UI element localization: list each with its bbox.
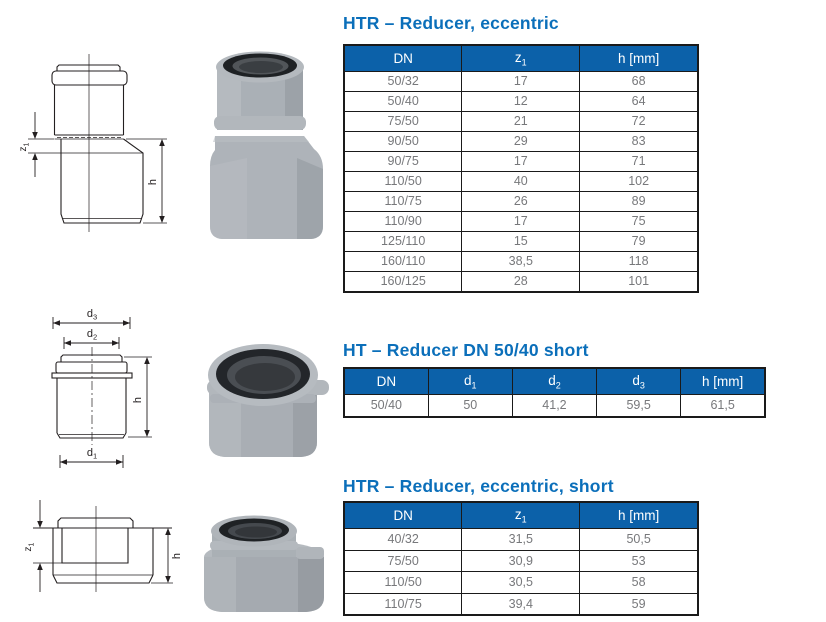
col-header-d3: $d_3$ (597, 368, 681, 395)
table-cell: 53 (580, 550, 698, 572)
table-cell: 59,5 (597, 395, 681, 418)
table-row (344, 550, 698, 572)
table-cell: 110/50 (344, 572, 462, 594)
table-row (344, 92, 698, 112)
table-header-row (344, 502, 698, 529)
col-header-d2: $d_2$ (512, 368, 596, 395)
col-header-h: h [mm] (681, 368, 765, 395)
table-cell: 21 (462, 112, 580, 132)
section-title-ht-short: HT – Reducer DN 50/40 short (343, 340, 589, 360)
table-row (344, 132, 698, 152)
table-htr-eccentric-short (343, 501, 699, 616)
dim-label-d3: $d_3$ (86, 308, 98, 322)
table-cell: 50,5 (580, 529, 698, 551)
table-row (344, 152, 698, 172)
table-ht-reducer-short (343, 367, 766, 418)
table-cell: 59 (580, 593, 698, 615)
table-row (344, 192, 698, 212)
technical-drawing-reducer-eccentric-short (10, 494, 192, 619)
dim-label-z1: $z_1$ (23, 542, 36, 552)
product-photo-reducer-eccentric-short (196, 491, 333, 621)
table-header-row (344, 45, 698, 72)
table-cell: 29 (462, 132, 580, 152)
table-row (344, 572, 698, 594)
dim-label-h: h (147, 178, 159, 186)
table-cell: 31,5 (462, 529, 580, 551)
table-cell: 110/50 (344, 172, 462, 192)
technical-drawing-reducer-eccentric (10, 50, 185, 235)
table-cell: 50 (428, 395, 512, 418)
table-cell: 160/125 (344, 272, 462, 293)
table-cell: 15 (462, 232, 580, 252)
table-cell: 58 (580, 572, 698, 594)
table-cell: 102 (580, 172, 698, 192)
col-header-z1: $z_1$ (462, 502, 580, 529)
table-cell: 39,4 (462, 593, 580, 615)
table-cell: 12 (462, 92, 580, 112)
table-cell: 38,5 (462, 252, 580, 272)
table-row (344, 212, 698, 232)
table-cell: 17 (462, 72, 580, 92)
table-cell: 72 (580, 112, 698, 132)
col-header-dn: DN (344, 45, 462, 72)
table-cell: 75/50 (344, 550, 462, 572)
dim-label-h: h (132, 396, 144, 404)
table-cell: 101 (580, 272, 698, 293)
col-header-z1: $z_1$ (462, 45, 580, 72)
table-cell: 118 (580, 252, 698, 272)
table-cell: 89 (580, 192, 698, 212)
table-cell: 41,2 (512, 395, 596, 418)
dim-label-d1: $d_1$ (86, 447, 98, 461)
table-cell: 71 (580, 152, 698, 172)
dim-label-z1: $z_1$ (18, 142, 31, 152)
table-row (344, 529, 698, 551)
table-cell: 26 (462, 192, 580, 212)
table-cell: 90/75 (344, 152, 462, 172)
table-row (344, 172, 698, 192)
table-row (344, 395, 765, 418)
table-row (344, 232, 698, 252)
table-cell: 125/110 (344, 232, 462, 252)
table-cell: 68 (580, 72, 698, 92)
product-photo-reducer-eccentric (197, 38, 337, 245)
table-cell: 160/110 (344, 252, 462, 272)
table-cell: 64 (580, 92, 698, 112)
table-cell: 50/40 (344, 395, 428, 418)
table-cell: 50/40 (344, 92, 462, 112)
table-row (344, 593, 698, 615)
col-header-h: h [mm] (580, 502, 698, 529)
table-row (344, 112, 698, 132)
table-cell: 83 (580, 132, 698, 152)
col-header-h: h [mm] (580, 45, 698, 72)
table-cell: 110/75 (344, 192, 462, 212)
table-cell: 110/90 (344, 212, 462, 232)
table-cell: 17 (462, 212, 580, 232)
table-cell: 75 (580, 212, 698, 232)
dim-label-d2: $d_2$ (86, 328, 98, 342)
table-cell: 30,9 (462, 550, 580, 572)
table-cell: 61,5 (681, 395, 765, 418)
dim-label-h: h (171, 552, 183, 560)
col-header-dn: DN (344, 368, 428, 395)
table-row (344, 252, 698, 272)
section-title-htr-eccentric: HTR – Reducer, eccentric (343, 13, 559, 33)
table-cell: 30,5 (462, 572, 580, 594)
table-cell: 40 (462, 172, 580, 192)
table-cell: 40/32 (344, 529, 462, 551)
product-photo-reducer-short (197, 332, 330, 465)
table-cell: 90/50 (344, 132, 462, 152)
table-cell: 17 (462, 152, 580, 172)
table-htr-eccentric (343, 44, 699, 293)
table-cell: 50/32 (344, 72, 462, 92)
section-title-htr-eccentric-short: HTR – Reducer, eccentric, short (343, 476, 614, 496)
table-row (344, 272, 698, 293)
table-row (344, 72, 698, 92)
col-header-dn: DN (344, 502, 462, 529)
table-cell: 79 (580, 232, 698, 252)
table-cell: 110/75 (344, 593, 462, 615)
col-header-d1: $d_1$ (428, 368, 512, 395)
table-cell: 75/50 (344, 112, 462, 132)
technical-drawing-reducer-short (15, 305, 180, 473)
table-header-row (344, 368, 765, 395)
table-cell: 28 (462, 272, 580, 293)
